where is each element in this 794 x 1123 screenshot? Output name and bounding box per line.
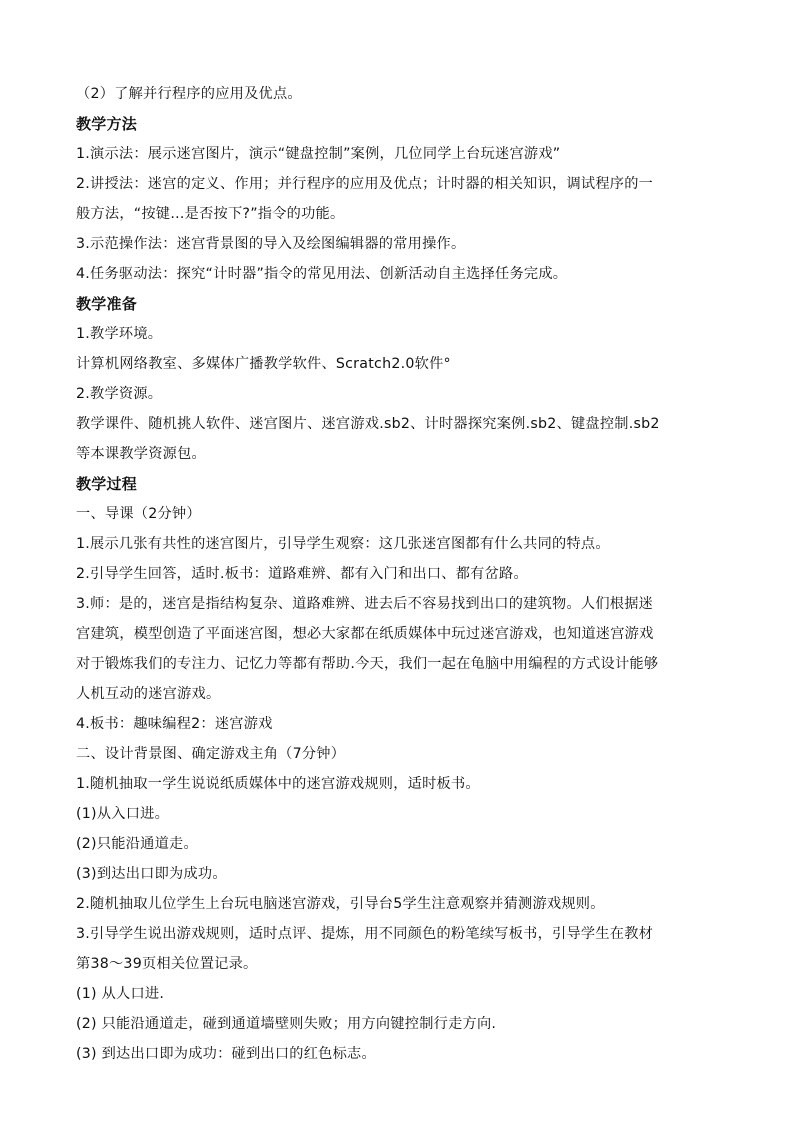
prep-1-environment-detail: 计算机网络教室、多媒体广播教学软件、Scratch2.0软件° — [76, 356, 451, 372]
prep-1-environment: 1.教学环境。 — [76, 326, 163, 342]
method-2-lecture: 2.讲授法：迷宫的定义、作用；并行程序的应用及优点；计时器的相关知识，调试程序的一 — [76, 176, 654, 192]
method-1-demonstration: 1.演示法：展示迷宫图片，演示“键盘控制”案例，几位同学上台玩迷宫游戏” — [76, 146, 561, 162]
section-1-intro: 一、导课（2分钟） — [76, 506, 201, 522]
prep-2-resources: 2.教学资源。 — [76, 386, 163, 402]
intro-step-3-cont-3: 人机互动的迷宫游戏。 — [76, 686, 221, 702]
intro-step-3-cont-1: 宫建筑，模型创造了平面迷宫图，想必大家都在纸质媒体中玩过迷宫游戏，也知道迷宫游戏 — [76, 626, 654, 642]
objective-2: （2）了解并行程序的应用及优点。 — [76, 86, 302, 102]
method-3-practice: 3.示范操作法：迷宫背景图的导入及绘图编辑器的常用操作。 — [76, 236, 466, 252]
section-2-design: 二、设计背景图、确定游戏主角（7分钟） — [76, 746, 346, 762]
design-step-3-cont: 第38～39页相关位置记录。 — [76, 956, 258, 972]
rule-2: (2)只能沿通道走。 — [76, 836, 198, 852]
design-step-3: 3.引导学生说出游戏规则，适时点评、提炼，用不同颜色的粉笔续写板书，引导学生在教材 — [76, 926, 654, 942]
heading-teaching-preparation: 教学准备 — [76, 295, 138, 313]
intro-step-4: 4.板书：趣味编程2：迷宫游戏 — [76, 716, 273, 732]
intro-step-3-cont-2: 对于锻炼我们的专注力、记忆力等都有帮助.今天，我们一起在龟脑中用编程的方式设计能够 — [76, 656, 659, 672]
intro-step-2: 2.引导学生回答，适时.板书：道路难辨、都有入门和出口、都有岔路。 — [76, 566, 528, 582]
rule-3: (3)到达出口即为成功。 — [76, 866, 227, 882]
heading-teaching-methods: 教学方法 — [76, 115, 138, 133]
method-4-task-driven: 4.任务驱动法：探究“计时器”指令的常见用法、创新活动自主选择任务完成。 — [76, 266, 568, 282]
game-rule-2: (2) 只能沿通道走，碰到通道墙壁则失败；用方向键控制行走方向. — [76, 1016, 497, 1032]
prep-2-resources-detail: 教学课件、随机挑人软件、迷宫图片、迷宫游戏.sb2、计时器探究案例.sb2、键盘控制.sb2 — [76, 416, 660, 432]
document-page — [76, 79, 720, 1069]
game-rule-1: (1) 从人口进. — [76, 986, 165, 1002]
design-step-2: 2.随机抽取儿位学生上台玩电脑迷宫游戏，引导台5学生注意观察并猜测游戏规则。 — [76, 896, 605, 912]
game-rule-3: (3) 到达出口即为成功：碰到出口的红色标志。 — [76, 1046, 376, 1062]
intro-step-1: 1.展示几张有共性的迷宫图片，引导学生观察：这几张迷宫图都有什么共同的特点。 — [76, 536, 610, 552]
method-2-lecture-cont: 般方法，“按键…是否按下?”指令的功能。 — [76, 206, 345, 222]
rule-1: (1)从入口进。 — [76, 806, 170, 822]
intro-step-3: 3.师：是的，迷宫是指结构复杂、道路难辨、进去后不容易找到出口的建筑物。人们根据迷 — [76, 596, 654, 612]
prep-2-resources-detail-cont: 等本课教学资源包。 — [76, 446, 206, 462]
heading-teaching-process: 教学过程 — [76, 475, 138, 493]
design-step-1: 1.随机抽取一学生说说纸质媒体中的迷宫游戏规则，适时板书。 — [76, 776, 480, 792]
